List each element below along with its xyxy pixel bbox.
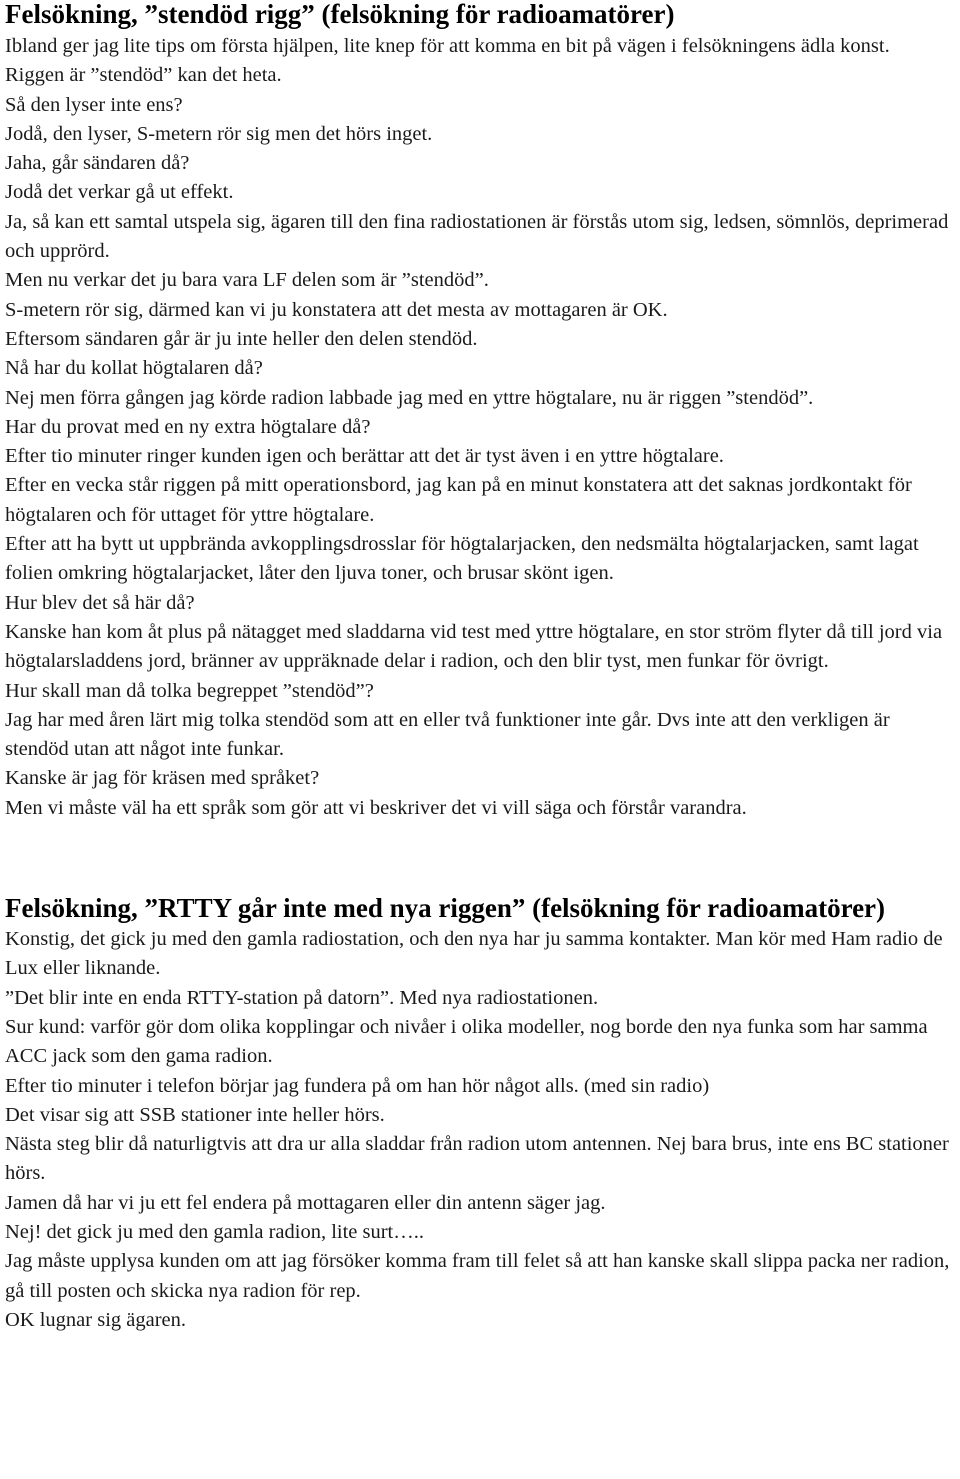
paragraph: Efter att ha bytt ut uppbrända avkopplingsdrosslar för högtalarjacken, den nedsmälta högtalarjacken, samt lagat folien omkring högtalarjacket, låter den ljuva toner, och brusar skönt igen. — [5, 533, 919, 585]
paragraph: Sur kund: varför gör dom olika kopplingar och nivåer i olika modeller, nog borde den nya funka som har samma ACC jack som den gama radion. — [5, 1015, 928, 1068]
article-heading: Felsökning, ”stendöd rigg” (felsökning för radioamatörer) — [5, 0, 675, 29]
paragraph: Jodå, den lyser, S-metern rör sig men det hörs inget. — [5, 122, 433, 145]
paragraph: Nej! det gick ju med den gamla radion, lite surt….. — [5, 1220, 424, 1243]
paragraph: Men vi måste väl ha ett språk som gör att vi beskriver det vi vill säga och förstår varandra. — [5, 796, 747, 819]
paragraph: Jag har med åren lärt mig tolka stendöd som att en eller två funktioner inte går. Dvs inte att den verkligen är stendöd utan att något inte funkar. — [5, 708, 890, 761]
article-rtty-nya-riggen — [5, 891, 958, 1335]
paragraph: Nej men förra gången jag körde radion labbade jag med en yttre högtalare, nu är riggen ”stendöd”. — [5, 386, 814, 409]
paragraph: Kanske han kom åt plus på nätagget med sladdarna vid test med yttre högtalare, en stor ström flyter då till jord via högtalarsladdens jord, bränner av uppräknade delar i radion, och den blir tyst, men funkar för övrigt. — [5, 620, 943, 673]
paragraph: Hur blev det så här då? — [5, 591, 195, 614]
paragraph: Det visar sig att SSB stationer inte heller hörs. — [5, 1103, 385, 1126]
paragraph: Hur skall man då tolka begreppet ”stendöd”? — [5, 679, 374, 702]
article-stendod-rigg — [5, 0, 958, 823]
paragraph: Kanske är jag för kräsen med språket? — [5, 767, 320, 790]
paragraph: OK lugnar sig ägaren. — [5, 1308, 187, 1331]
paragraph: ”Det blir inte en enda RTTY-station på datorn”. Med nya radiostationen. — [5, 986, 599, 1009]
paragraph: Efter en vecka står riggen på mitt operationsbord, jag kan på en minut konstatera att det saknas jordkontakt för högtalaren och för uttaget för yttre högtalare. — [5, 474, 912, 526]
paragraph: Ja, så kan ett samtal utspela sig, ägaren till den fina radiostationen är förstås utom sig, ledsen, sömnlös, deprimerad och upprörd. — [5, 210, 949, 263]
paragraph: S-metern rör sig, därmed kan vi ju konstatera att det mesta av mottagaren är OK. — [5, 298, 668, 321]
paragraph: Riggen är ”stendöd” kan det heta. — [5, 64, 282, 87]
paragraph: Eftersom sändaren går är ju inte heller den delen stendöd. — [5, 327, 478, 350]
paragraph: Ibland ger jag lite tips om första hjälpen, lite knep för att komma en bit på vägen i felsökningens ädla konst. — [5, 35, 890, 57]
paragraph: Så den lyser inte ens? — [5, 93, 183, 116]
paragraph: Konstig, det gick ju med den gamla radiostation, och den nya har ju samma kontakter. Man kör med Ham radio de Lux eller liknande. — [5, 928, 943, 980]
paragraph: Jaha, går sändaren då? — [5, 152, 190, 175]
document-page — [5, 0, 958, 1335]
paragraph: Efter tio minuter i telefon börjar jag fundera på om han hör något alls. (med sin radio) — [5, 1074, 710, 1097]
paragraph: Jodå det verkar gå ut effekt. — [5, 181, 234, 204]
paragraph: Nå har du kollat högtalaren då? — [5, 357, 263, 380]
paragraph: Jag måste upplysa kunden om att jag försöker komma fram till felet så att han kanske skall slippa packa ner radion, gå till posten och skicka nya radion för rep. — [5, 1250, 950, 1302]
paragraph: Efter tio minuter ringer kunden igen och berättar att det är tyst även i en yttre högtalare. — [5, 445, 724, 468]
paragraph: Nästa steg blir då naturligtvis att dra ur alla sladdar från radion utom antennen. Nej bara brus, inte ens BC stationer hörs. — [5, 1133, 949, 1185]
paragraph: Har du provat med en ny extra högtalare då? — [5, 415, 371, 438]
paragraph: Jamen då har vi ju ett fel endera på mottagaren eller din antenn säger jag. — [5, 1191, 606, 1214]
paragraph: Men nu verkar det ju bara vara LF delen som är ”stendöd”. — [5, 269, 489, 292]
article-heading: Felsökning, ”RTTY går inte med nya riggen” (felsökning för radioamatörer) — [5, 893, 886, 924]
